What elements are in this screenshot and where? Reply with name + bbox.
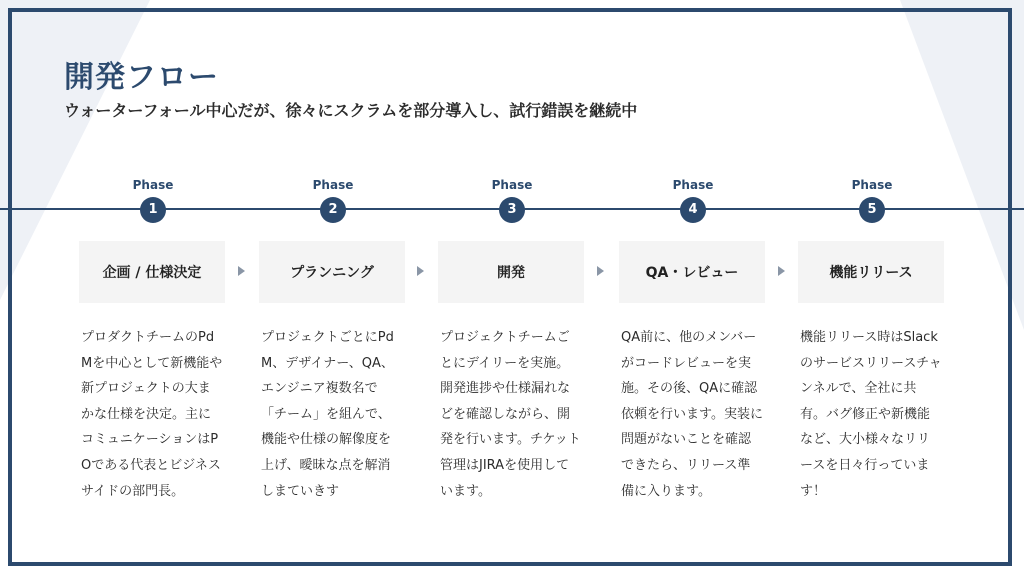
phase-number-badge: 5	[859, 197, 885, 223]
phase-title-box: 開発	[438, 241, 584, 303]
phase-description: プロジェクトチームごとにデイリーを実施。開発進捗や仕様漏れなどを確認しながら、開発を行います。チケット管理はJIRAを使用しています。	[440, 330, 581, 499]
arrow-right-icon	[238, 266, 245, 276]
phase-number-badge: 2	[320, 197, 346, 223]
page-title: 開発フロー	[64, 60, 219, 95]
phase-number-badge: 3	[499, 197, 525, 223]
arrow-right-icon	[417, 266, 424, 276]
page-subtitle: ウォーターフォール中心だが、徐々にスクラムを部分導入し、試行錯誤を継続中	[64, 101, 638, 120]
phase-title-box: 機能リリース	[798, 241, 944, 303]
phase-description: 機能リリース時はSlackのサービスリリースチャンネルで、全社に共有。バグ修正や新機能など、大小様々なリリースを日々行っています！	[800, 330, 942, 499]
phase-title-box: 企画 / 仕様決定	[79, 241, 225, 303]
phase-number-badge: 1	[140, 197, 166, 223]
phase-label: Phase	[312, 178, 354, 192]
arrow-right-icon	[597, 266, 604, 276]
phase-title-box: QA・レビュー	[619, 241, 765, 303]
phase-label: Phase	[851, 178, 893, 192]
phase-description: QA前に、他のメンバーがコードレビューを実施。その後、QAに確認依頼を行います。実装に問題がないことを確認できたら、リリース準備に入ります。	[621, 330, 763, 499]
phase-number-badge: 4	[680, 197, 706, 223]
phase-description: プロジェクトごとにPdM、デザイナー、QA、エンジニア複数名で「チーム」を組んで、機能や仕様の解像度を上げ、曖昧な点を解消しまていきす	[261, 330, 394, 499]
phase-label: Phase	[672, 178, 714, 192]
phase-label: Phase	[132, 178, 174, 192]
phase-label: Phase	[491, 178, 533, 192]
phase-title-box: プランニング	[259, 241, 405, 303]
arrow-right-icon	[778, 266, 785, 276]
phase-description: プロダクトチームのPdMを中心として新機能や新プロジェクトの大まかな仕様を決定。主にコミュニケーションはPOである代表とビジネスサイドの部門長。	[81, 330, 223, 499]
